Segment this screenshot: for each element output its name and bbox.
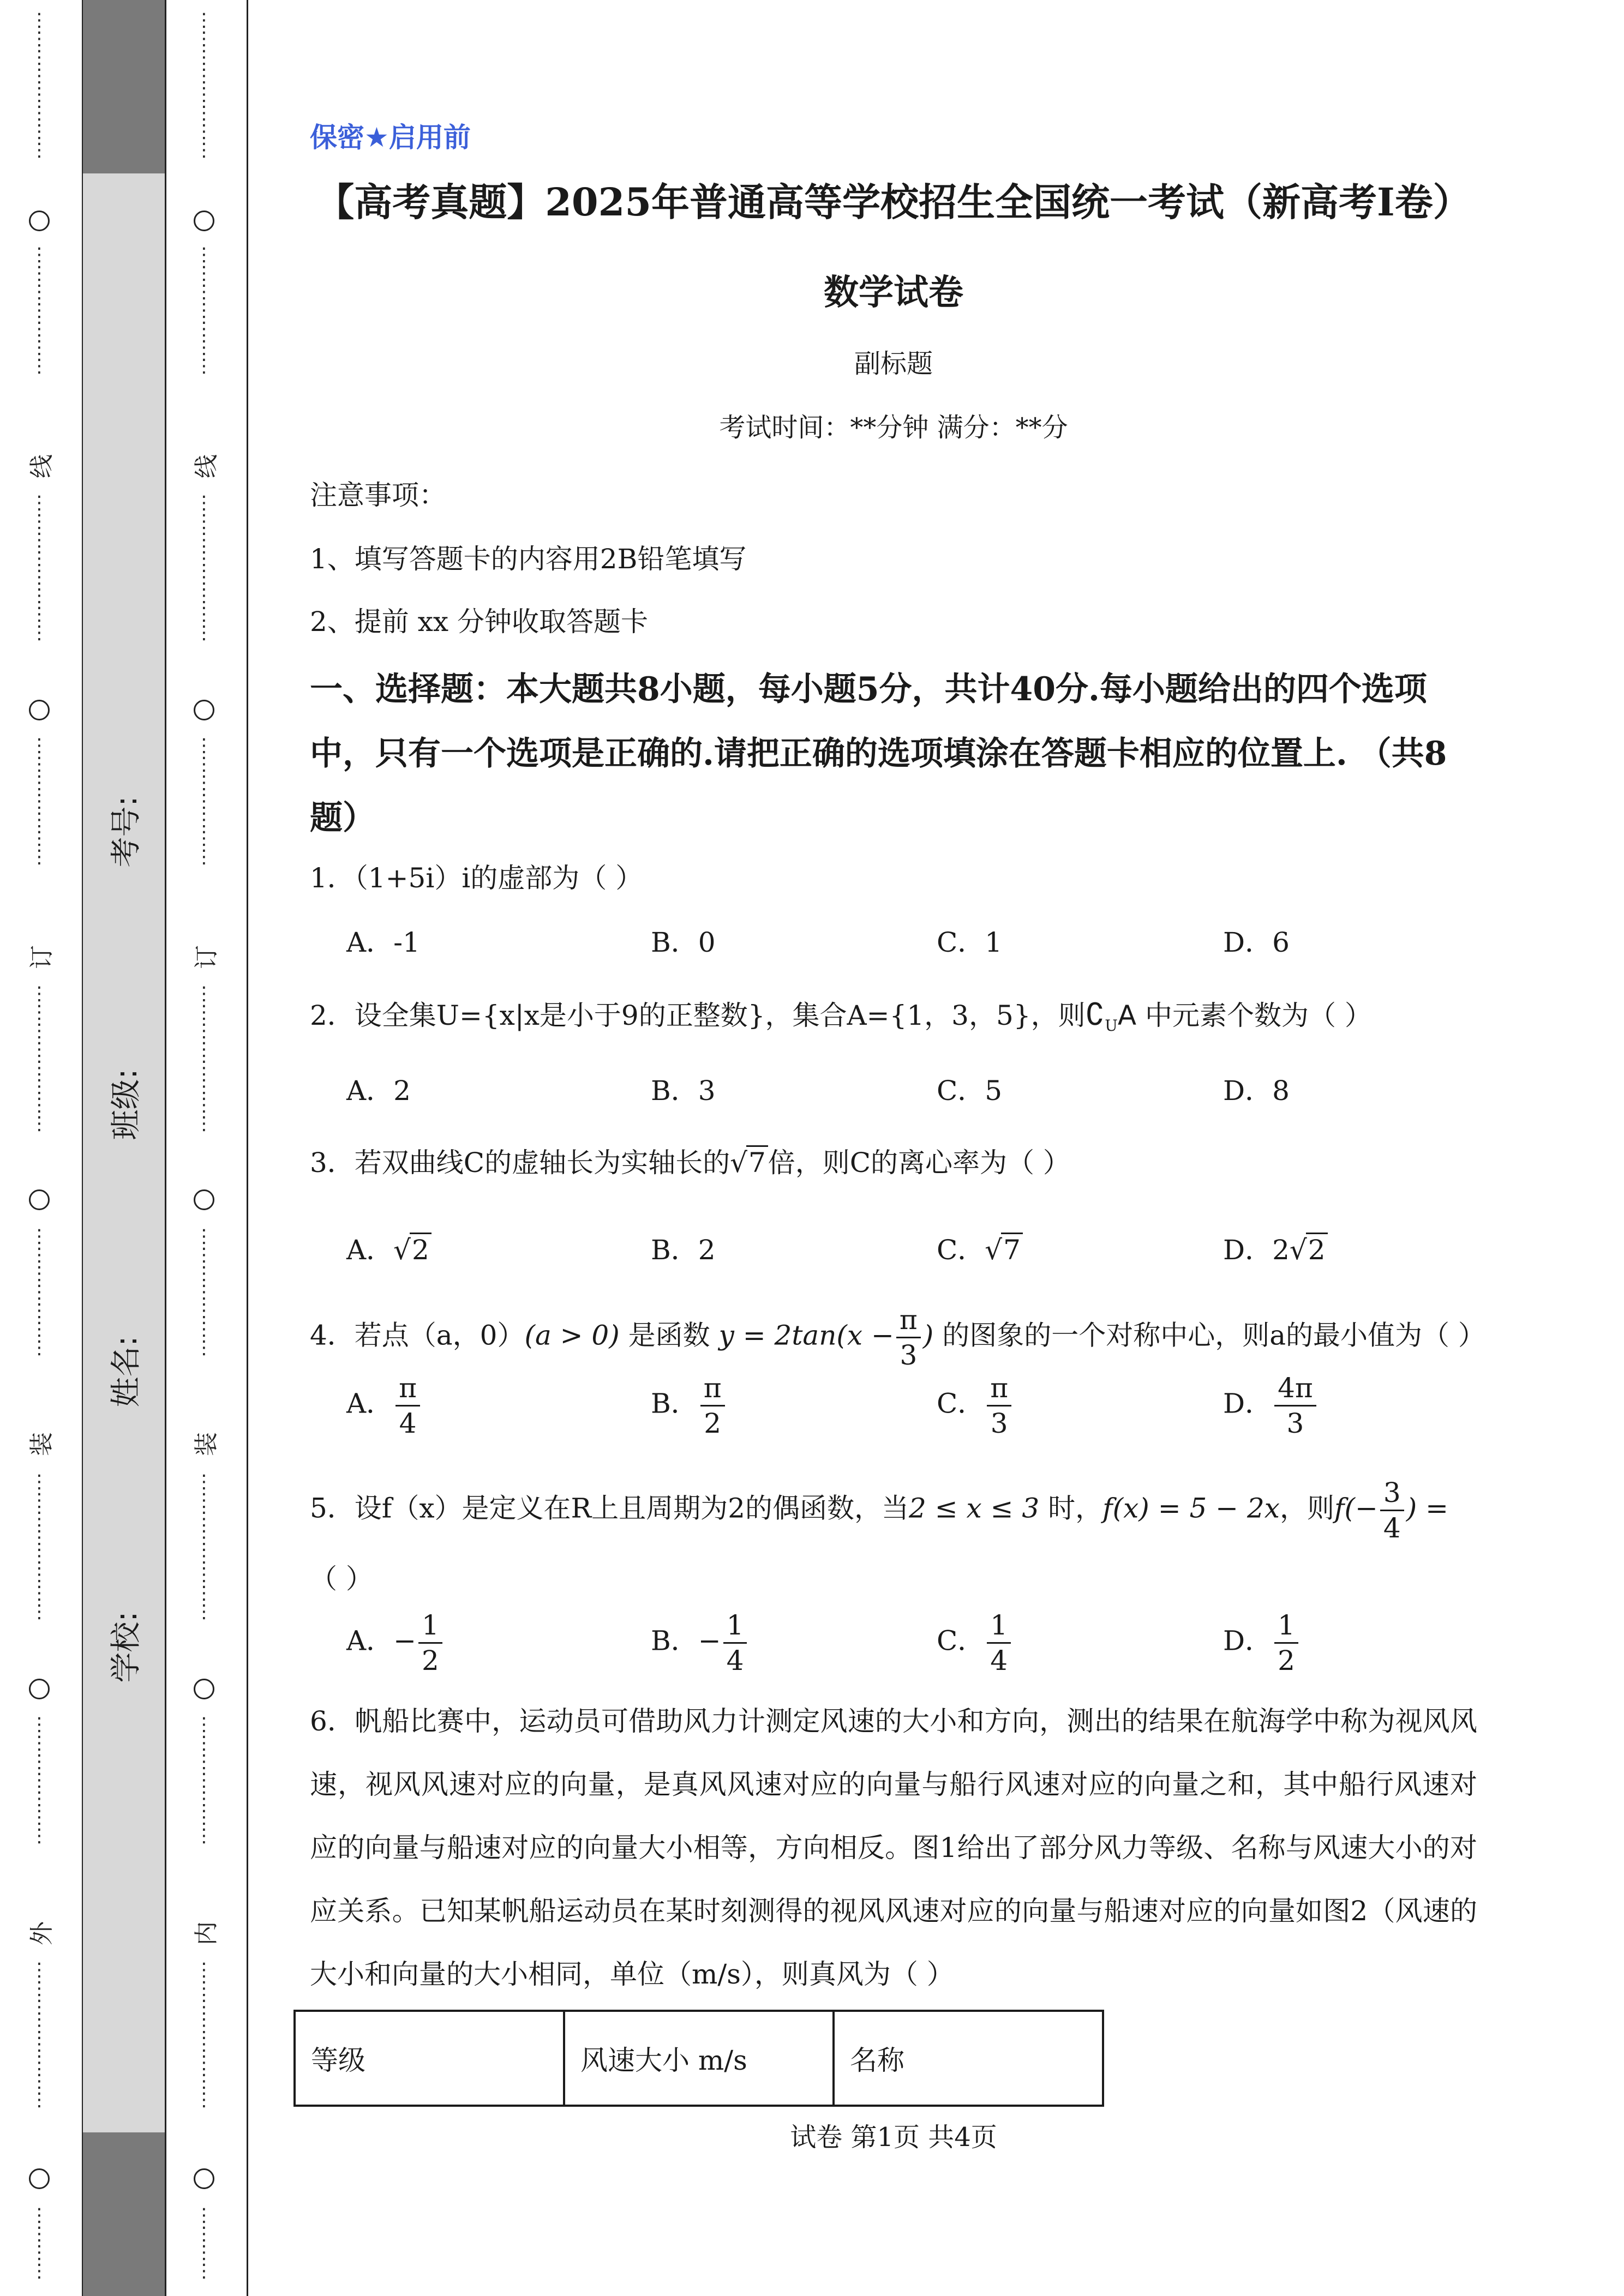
question-5: 5．设f（x）是定义在R上且周期为2的偶函数，当2 ≤ x ≤ 3 时，f(x) = 5 − 2x，则f(− $\frac{3}{4}$ ) = <box>310 1477 1449 1544</box>
cut-line-char: 订 <box>193 945 220 969</box>
page-footer: 试卷 第1页 共4页 <box>790 2122 997 2153</box>
note-item: 2、提前 xx 分钟收取答题卡 <box>310 606 648 638</box>
exam-number-label: 考号: <box>109 796 144 868</box>
q4-option-d: D． $\frac{4\pi}{3}$ <box>1223 1374 1319 1437</box>
hole-marker <box>194 2168 214 2189</box>
subtitle: 副标题 <box>854 348 933 379</box>
cut-line-char: 装 <box>193 1432 220 1456</box>
hole-marker <box>194 700 214 720</box>
cut-line-char: 装 <box>28 1432 56 1456</box>
question-3: 3．若双曲线C的虚轴长为实轴长的√7倍，则C的离心率为（ ） <box>310 1141 1070 1180</box>
q4-option-c: C． $\frac{\pi}{3}$ <box>937 1374 1014 1437</box>
outer-dotted-line: ⋮ ⋮ ⋮ ⋮ ⋮ ⋮ ⋮ ⋮ ⋮ ⋮ ⋮ ⋮ ⋮ ⋮ ⋮ 线 ⋮ ⋮ ⋮ ⋮ ⋮ ⋮ ⋮ ⋮ ⋮ ⋮ ⋮ ⋮ ⋮ ⋮ ⋮ 订 ⋮ ⋮ ⋮ ⋮ ⋮ ⋮ ⋮ ⋮ ⋮ ⋮ ⋮ ⋮ ⋮ ⋮ ⋮ 装 ⋮ ⋮ ⋮ ⋮ ⋮ ⋮ ⋮ ⋮ ⋮ ⋮ ⋮ ⋮ ⋮ ⋮ ⋮ 外 ⋮ ⋮ ⋮ ⋮ ⋮ ⋮ ⋮ ⋮ ⋮ ⋮ ⋮ ⋮ <box>17 0 61 2296</box>
hole-marker <box>29 700 50 720</box>
cut-line-char: 线 <box>193 454 220 478</box>
table-header-cell: 风速大小 m/s <box>564 2011 834 2106</box>
section-heading: 一、选择题：本大题共8小题，每小题5分，共计40分.每小题给出的四个选项中，只有一个选项是正确的.请把正确的选项填涂在答题卡相应的位置上. （共8题） <box>310 670 1447 837</box>
q2-option-a: A．2 <box>346 1075 411 1107</box>
q5-option-d: D． $\frac{1}{2}$ <box>1223 1612 1301 1674</box>
q5-option-a: A．− $\frac{1}{2}$ <box>346 1612 445 1674</box>
q2-option-d: D．8 <box>1223 1075 1290 1107</box>
cut-line-char: 订 <box>28 945 56 969</box>
table-header-cell: 名称 <box>834 2011 1103 2106</box>
q4-option-b: B． $\frac{\pi}{2}$ <box>651 1374 727 1437</box>
cut-line-char: 外 <box>28 1921 56 1945</box>
hole-marker <box>29 211 50 231</box>
table-header-cell: 等级 <box>295 2011 564 2106</box>
cut-line-char: 线 <box>28 454 56 478</box>
hole-marker <box>29 2168 50 2189</box>
question-5-paren: （ ） <box>310 1563 373 1595</box>
subject-title: 数学试卷 <box>824 272 963 313</box>
exam-info: 考试时间：**分钟 满分：**分 <box>719 412 1068 443</box>
q3-option-c: C．√7 <box>937 1228 1023 1267</box>
q3-option-a: A．√2 <box>346 1228 432 1267</box>
q1-option-d: D．6 <box>1223 927 1290 958</box>
question-2: 2．设全集U={x|x是小于9的正整数}，集合A={1，3，5}，则$∁_UA$ 中元素个数为（ ） <box>310 997 1372 1035</box>
question-4: 4．若点（a，0）(a > 0) 是函数 y = 2tan(x − $\frac{\pi}{3}$ ) 的图象的一个对称中心，则a的最小值为（ ） <box>310 1304 1485 1371</box>
exam-title: 【高考真题】2025年普通高等学校招生全国统一考试（新高考Ⅰ卷） <box>316 179 1471 225</box>
inner-dotted-line: ⋮ ⋮ ⋮ ⋮ ⋮ ⋮ ⋮ ⋮ ⋮ ⋮ ⋮ ⋮ ⋮ ⋮ ⋮ 线 ⋮ ⋮ ⋮ ⋮ ⋮ ⋮ ⋮ ⋮ ⋮ ⋮ ⋮ ⋮ ⋮ ⋮ ⋮ 订 ⋮ ⋮ ⋮ ⋮ ⋮ ⋮ ⋮ ⋮ ⋮ ⋮ ⋮ ⋮ ⋮ ⋮ ⋮ 装 ⋮ ⋮ ⋮ ⋮ ⋮ ⋮ ⋮ ⋮ ⋮ ⋮ ⋮ ⋮ ⋮ ⋮ ⋮ 内 ⋮ ⋮ ⋮ ⋮ ⋮ ⋮ ⋮ ⋮ ⋮ ⋮ ⋮ ⋮ <box>182 0 226 2296</box>
q2-option-b: B．3 <box>651 1075 716 1107</box>
question-1: 1．（1+5i）i的虚部为（ ） <box>310 862 643 894</box>
confidential-mark: 保密★启用前 <box>310 122 471 153</box>
q3-option-b: B．2 <box>651 1234 716 1266</box>
wind-level-table <box>293 2010 1104 2107</box>
notes-heading: 注意事项： <box>310 479 446 511</box>
note-item: 1、填写答题卡的内容用2B铅笔填写 <box>310 543 747 575</box>
school-label: 学校: <box>109 1611 144 1683</box>
hole-marker <box>194 1679 214 1699</box>
q5-option-b: B．− $\frac{1}{4}$ <box>651 1612 749 1674</box>
cut-line-char: 内 <box>193 1921 220 1945</box>
class-label: 班级: <box>109 1068 144 1140</box>
q1-option-b: B．0 <box>651 927 716 958</box>
q1-option-c: C．1 <box>937 927 1003 958</box>
binding-margin <box>0 0 251 2296</box>
q4-option-a: A． $\frac{\pi}{4}$ <box>346 1374 422 1437</box>
hole-marker <box>194 211 214 231</box>
name-label: 姓名: <box>109 1336 144 1408</box>
q2-option-c: C．5 <box>937 1075 1003 1107</box>
hole-marker <box>29 1189 50 1210</box>
q1-option-a: A．-1 <box>346 927 420 958</box>
q3-option-d: D．2√2 <box>1223 1228 1328 1267</box>
student-info-strip <box>83 0 165 2296</box>
q5-option-c: C． $\frac{1}{4}$ <box>937 1612 1013 1674</box>
question-6: 6．帆船比赛中，运动员可借助风力计测定风速的大小和方向，测出的结果在航海学中称为视风风速，视风风速对应的向量，是真风风速对应的向量与船行风速对应的向量之和，其中船行风速对应的向量与船速对应的向量大小相等，方向相反。图1给出了部分风力等级、名称与风速大小的对应关系。已知某帆船运动员在某时刻测得的视风风速对应的向量与船速对应的向量如图2（风速的大小和向量的大小相同，单位（m/s），则真风为（ ） <box>310 1705 1477 1990</box>
hole-marker <box>194 1189 214 1210</box>
hole-marker <box>29 1679 50 1699</box>
